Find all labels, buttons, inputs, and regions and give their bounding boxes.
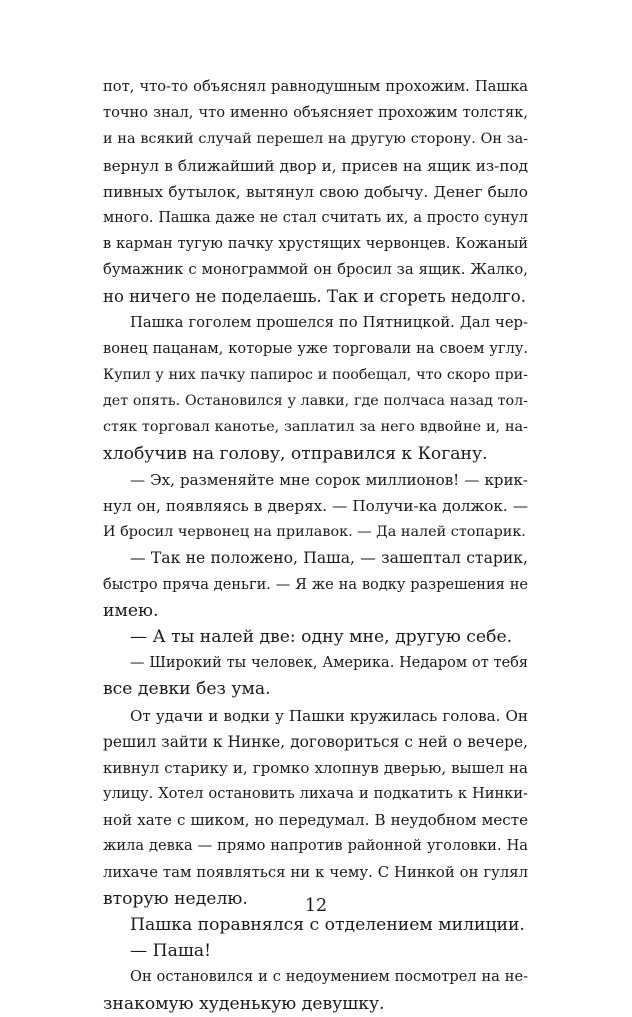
- text-line: знакомую худенькую девушку.: [103, 993, 385, 1014]
- text-line: кивнул старику и, громко хлопнув дверью, вышел на: [103, 758, 528, 777]
- text-line: И бросил червонец на прилавок. — Да налей стопарик.: [103, 524, 526, 541]
- text-line: — Паша!: [130, 941, 212, 962]
- text-line: Пашка гоголем прошелся по Пятницкой. Дал чер-: [130, 313, 528, 331]
- text-line: решил зайти к Нинке, договориться с ней о вечере,: [103, 732, 528, 751]
- text-line: но ничего не поделаешь. Так и сгореть недолго.: [103, 286, 526, 306]
- text-line: вторую неделю.: [103, 888, 248, 909]
- text-line: ной хате с шиком, но передумал. В неудобном месте: [103, 811, 528, 830]
- text-line: — А ты налей две: одну мне, другую себе.: [130, 626, 513, 647]
- text-line: От удачи и водки у Пашки кружилась голова. Он: [130, 706, 528, 725]
- text-line: нул он, появляясь в дверях. — Получи-ка должок. —: [103, 497, 528, 515]
- text-line: стяк торговал канотье, заплатил за него вдвойне и, на-: [103, 419, 528, 436]
- text-line: имею.: [103, 600, 159, 621]
- text-line: много. Пашка даже не стал считать их, а просто сунул: [103, 209, 528, 226]
- body-text: [103, 74, 528, 1017]
- text-line: Купил у них пачку папирос и пообещал, что скоро при-: [103, 367, 528, 384]
- text-line: дет опять. Остановился у лавки, где полчаса назад тол-: [103, 393, 528, 410]
- text-line: улицу. Хотел остановить лихача и подкатить к Нинки-: [103, 785, 528, 803]
- text-line: быстро пряча деньги. — Я же на водку разрешения не: [103, 575, 528, 593]
- text-line: пот, что-то объяснял равнодушным прохожим. Пашка: [103, 78, 528, 95]
- text-line: жила девка — прямо напротив районной уголовки. На: [103, 837, 528, 855]
- text-line: Пашка поравнялся с отделением милиции.: [130, 915, 525, 935]
- text-line: — Эх, разменяйте мне сорок миллионов! — крик-: [130, 470, 528, 489]
- text-line: — Широкий ты человек, Америка. Недаром от тебя: [130, 655, 528, 672]
- text-line: вонец пацанам, которые уже торговали на своем углу.: [103, 339, 528, 357]
- text-line: хлобучив на голову, отправился к Когану.: [103, 443, 488, 464]
- text-line: точно знал, что именно объясняет прохожим толстяк,: [103, 104, 528, 122]
- text-line: все девки без ума.: [103, 679, 271, 700]
- text-line: бумажник с монограммой он бросил за ящик. Жалко,: [103, 261, 528, 279]
- text-line: Он остановился и с недоумением посмотрел на не-: [130, 968, 528, 986]
- page-number: 12: [304, 896, 328, 916]
- text-line: в карман тугую пачку хрустящих червонцев. Кожаный: [103, 236, 528, 253]
- text-line: — Так не положено, Паша, — зашептал старик,: [130, 549, 528, 568]
- text-line: пивных бутылок, вытянул свою добычу. Денег было: [103, 182, 528, 201]
- text-line: лихаче там появляться ни к чему. С Нинкой он гулял: [103, 863, 528, 881]
- text-line: и на всякий случай перешел на другую сторону. Он за-: [103, 131, 528, 148]
- text-line: вернул в ближайший двор и, присев на ящик из-под: [103, 156, 528, 175]
